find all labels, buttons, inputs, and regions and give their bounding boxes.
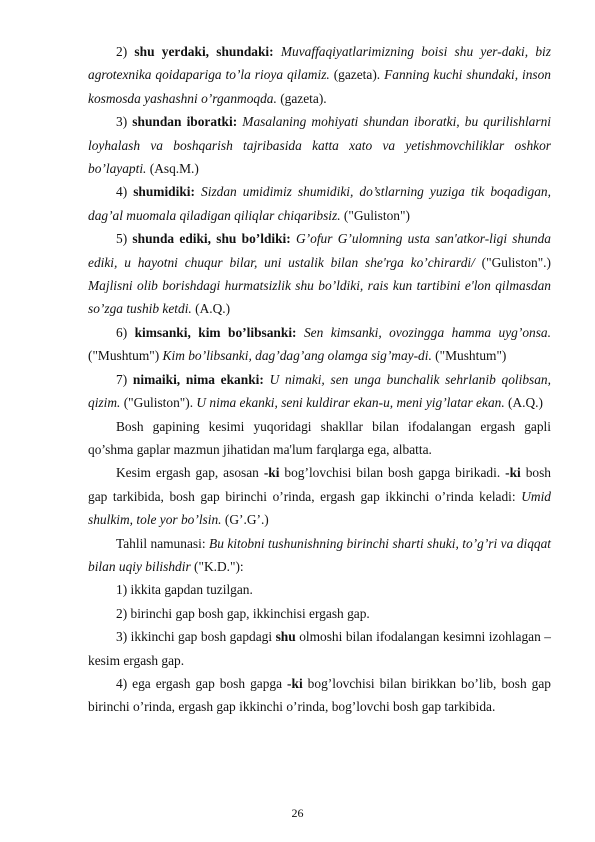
paragraph (88, 532, 551, 579)
bold-term: shumidiki: (133, 184, 195, 200)
body-text: (A.Q.) (504, 395, 543, 411)
paragraph (88, 415, 551, 462)
paragraph (88, 672, 551, 719)
paragraph (88, 180, 551, 227)
example-text: G’ofur G’ulomning usta san'atkor-ligi shunda ediki, u hayotni chuqur bilar, uni ustalik bilan she'rga ko’chirardi/ (88, 231, 551, 270)
body-text: 6) (116, 324, 135, 340)
body-text: ("K.D."): (190, 558, 244, 574)
body-text: 5) (116, 231, 133, 247)
bold-term: nimaiki, nima ekanki: (132, 371, 264, 387)
body-text (274, 44, 281, 59)
example-text: Kim bo’libsanki, dag’dag’ang olamga sig’may-di. (162, 348, 432, 364)
body-text: Kesim ergash gap, asosan (116, 465, 264, 481)
body-text: ("Guliston"). (120, 395, 197, 411)
example-text: U nimaki, sen unga bunchalik sehrlanib qolibsan, qizim. (88, 371, 551, 411)
document-page (88, 40, 551, 719)
body-text: bog’lovchisi bilan birikkan bo’lib, bosh gap birinchi o’rinda, ergash gap ikkinchi o’rinda, bog’lovchi bosh gap tarkibida. (88, 675, 551, 715)
bold-term: -ki (505, 465, 521, 481)
body-text: (gazeta). (329, 67, 385, 83)
paragraph (88, 227, 551, 321)
body-text: ("Guliston".) (474, 254, 551, 270)
body-text: 3) ikkinchi gap bosh gapdagi (116, 629, 276, 645)
body-text: olmoshi bilan ifodalangan kesimni izohlagan – kesim ergash gap. (88, 629, 551, 668)
body-text: (gazeta). (276, 90, 327, 106)
bold-term: shu yerdaki, shundaki: (134, 44, 274, 59)
body-text: Bosh gapining kesimi yuqoridagi shakllar bilan ifodalangan ergash gapli qo’shma gaplar mazmun jihatidan ma'lum farqlarga ega, albatta. (88, 418, 551, 457)
body-text: 2) birinchi gap bosh gap, ikkinchisi ergash gap. (116, 605, 370, 621)
body-text: bosh gap tarkibida, bosh gap birinchi o’rinda, ergash gap ikkinchi o’rinda keladi: (88, 465, 551, 504)
example-text: Bu kitobni tushunishning birinchi sharti shuki, to’g’ri va diqqat bilan uqiy bilishdir (88, 535, 551, 574)
example-text: Fanning kuchi shundaki, inson kosmosda yashashni o’rganmoqda. (88, 67, 551, 106)
body-text: 7) (116, 371, 133, 387)
paragraph (88, 461, 551, 531)
bold-term: kimsanki, kim bo’libsanki: (134, 324, 297, 340)
body-text: 3) (116, 114, 133, 130)
paragraph (88, 602, 551, 625)
example-text: Muvaffaqiyatlarimizning boisi shu yer-daki, biz agrotexnika qoidapariga to’la rioya qilamiz. (88, 44, 551, 83)
bold-term: -ki (287, 675, 303, 691)
bold-term: shu (275, 629, 296, 645)
bold-term: shunda ediki, shu bo’ldiki: (132, 231, 291, 247)
body-text: 2) (116, 44, 135, 59)
bold-term: shundan iboratki: (132, 114, 238, 130)
body-text: 1) ikkita gapdan tuzilgan. (116, 582, 253, 598)
body-text: bog’lovchisi bilan bosh gapga birikadi. (279, 465, 506, 481)
paragraph (88, 578, 551, 601)
example-text: Majlisni olib borishdagi hurmatsizlik shu bo’ldiki, rais kun tartibini e'lon qilmasdan so’zga tushib ketdi. (88, 278, 551, 317)
example-text: Sen kimsanki, ovozingga hamma uyg’onsa. (303, 324, 551, 340)
body-text: (G’.G’.) (221, 512, 269, 528)
body-text: ("Mushtum") (88, 348, 163, 364)
example-text: U nima ekanki, seni kuldirar ekan-u, meni yig’latar ekan. (196, 395, 505, 411)
body-text: Tahlil namunasi: (116, 535, 210, 551)
body-text: ("Guliston") (340, 207, 410, 223)
paragraph (88, 368, 551, 415)
body-text (297, 325, 304, 340)
paragraph (88, 110, 551, 180)
page-number: 26 (291, 806, 304, 820)
paragraph (88, 625, 551, 672)
example-text: Sizdan umidimiz shumidiki, do’stlarning yuziga tik boqadigan, dag’al muomala qiladigan qiliqlar chiqaribsiz. (88, 184, 551, 223)
body-text: ("Mushtum") (431, 348, 507, 364)
body-text: 4) (116, 184, 134, 200)
body-text: (Asq.M.) (146, 161, 199, 177)
body-text: 4) ega ergash gap bosh gapga (116, 675, 288, 691)
paragraph (88, 321, 551, 368)
bold-term: -ki (263, 465, 280, 481)
example-text: Masalaning mohiyati shundan iboratki, bu qurilishlarni loyhalash va boshqarish tajribasida katta xato va yetishmovchiliklar oshkor bo’layapti. (88, 114, 552, 177)
body-text: (A.Q.) (191, 301, 231, 317)
example-text: Umid shulkim, tole yor bo’lsin. (88, 488, 551, 528)
paragraph (88, 40, 551, 110)
